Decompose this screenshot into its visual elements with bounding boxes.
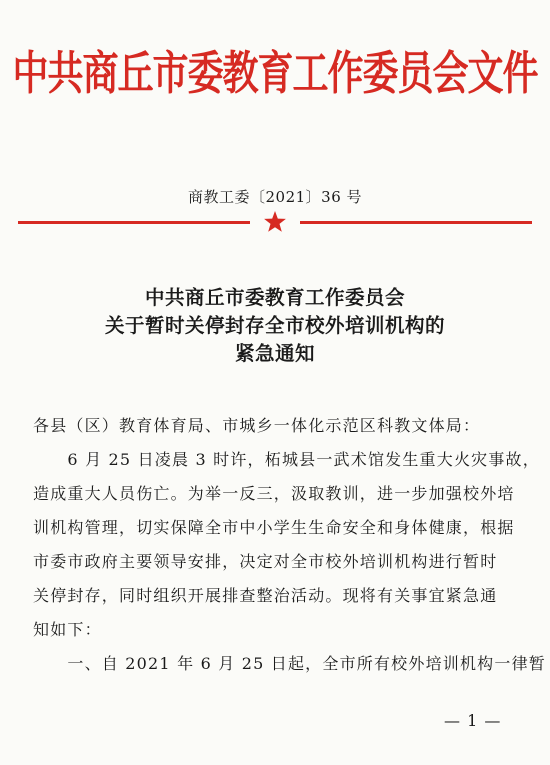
title-line-3: 紧急通知 xyxy=(234,342,315,365)
title-line-1: 中共商丘市委教育工作委员会 xyxy=(144,286,405,309)
divider-line-right xyxy=(300,221,532,224)
paragraph-line: 造成重大人员伤亡。为举一反三，汲取教训，进一步加强校外培 xyxy=(33,484,515,503)
masthead-title: 中共商丘市委教育工作委员会文件 xyxy=(12,48,538,101)
red-divider xyxy=(18,212,532,234)
document-number: 商教工委〔2021〕36 号 xyxy=(187,188,363,206)
page-number: — 1 — xyxy=(444,711,502,730)
paragraph-line: 知如下： xyxy=(33,620,102,639)
paragraph-2: 一、自 2021 年 6 月 25 日起，全市所有校外培训机构一律暂 xyxy=(33,654,546,673)
addressee-line: 各县（区）教育体育局、市城乡一体化示范区科教文体局： xyxy=(33,416,481,435)
paragraph-1 xyxy=(33,443,540,647)
paragraph-line: 训机构管理，切实保障全市中小学生生命安全和身体健康，根据 xyxy=(33,518,515,537)
divider-line-left xyxy=(18,221,250,224)
paragraph-line: 市委市政府主要领导安排，决定对全市校外培训机构进行暂时 xyxy=(33,552,498,571)
paragraph-line: 6 月 25 日凌晨 3 时许，柘城县一武术馆发生重大火灾事故， xyxy=(33,450,540,469)
title-line-2: 关于暂时关停封存全市校外培训机构的 xyxy=(104,314,445,337)
document-title xyxy=(0,284,550,368)
red-star-icon xyxy=(263,210,287,234)
paragraph-line: 关停封存，同时组织开展排查整治活动。现将有关事宜紧急通 xyxy=(33,586,498,605)
